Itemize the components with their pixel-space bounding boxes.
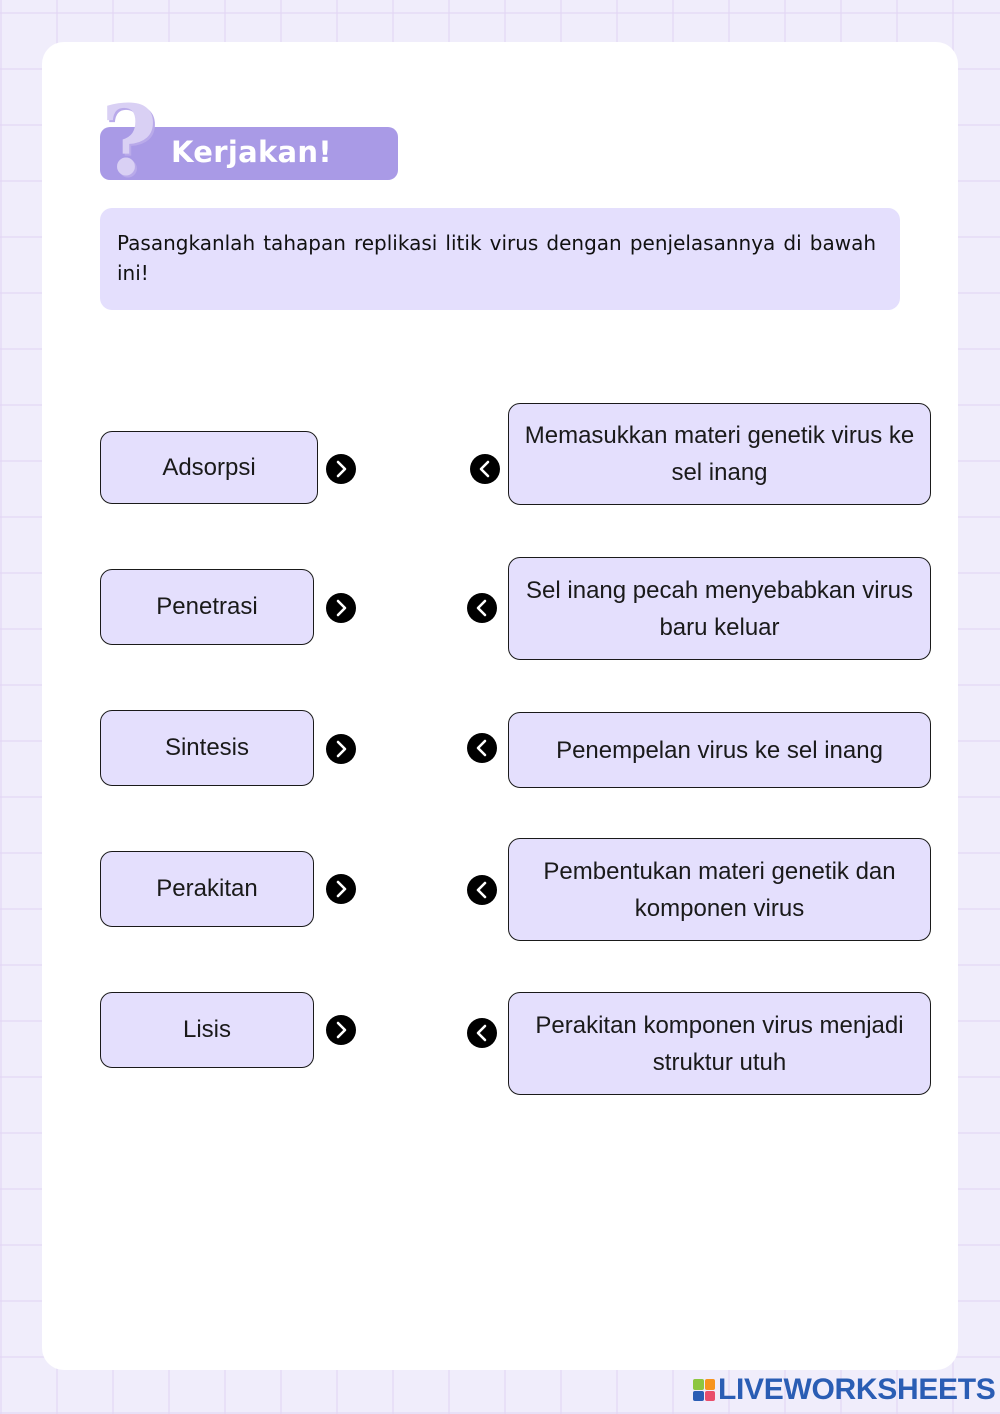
logo-tile [693, 1379, 704, 1390]
right-item-description[interactable]: Sel inang pecah menyebabkan virus baru keluar [508, 557, 931, 660]
liveworksheets-logo-icon [693, 1379, 715, 1401]
logo-tile [705, 1391, 716, 1402]
right-item-description[interactable]: Perakitan komponen virus menjadi struktur utuh [508, 992, 931, 1095]
left-item-perakitan[interactable]: Perakitan [100, 851, 314, 927]
liveworksheets-brand[interactable] [693, 1373, 996, 1407]
brand-name: LIVEWORKSHEETS [718, 1373, 996, 1406]
logo-tile [693, 1391, 704, 1402]
left-item-adsorpsi[interactable]: Adsorpsi [100, 431, 318, 504]
chevron-right-icon[interactable] [326, 454, 356, 484]
chevron-left-icon[interactable] [467, 1018, 497, 1048]
chevron-left-icon[interactable] [470, 454, 500, 484]
logo-tile [705, 1379, 716, 1390]
left-item-lisis[interactable]: Lisis [100, 992, 314, 1068]
question-mark-icon: ? [101, 84, 158, 197]
instruction-text: Pasangkanlah tahapan replikasi litik virus dengan penjelasannya di bawah ini! [100, 208, 900, 310]
chevron-right-icon[interactable] [326, 874, 356, 904]
chevron-right-icon[interactable] [326, 734, 356, 764]
right-item-description[interactable]: Pembentukan materi genetik dan komponen virus [508, 838, 931, 941]
chevron-left-icon[interactable] [467, 875, 497, 905]
page-title: Kerjakan! [171, 135, 332, 169]
chevron-right-icon[interactable] [326, 1015, 356, 1045]
chevron-right-icon[interactable] [326, 593, 356, 623]
left-item-penetrasi[interactable]: Penetrasi [100, 569, 314, 645]
right-item-description[interactable]: Penempelan virus ke sel inang [508, 712, 931, 788]
right-item-description[interactable]: Memasukkan materi genetik virus ke sel inang [508, 403, 931, 505]
chevron-left-icon[interactable] [467, 733, 497, 763]
left-item-sintesis[interactable]: Sintesis [100, 710, 314, 786]
chevron-left-icon[interactable] [467, 593, 497, 623]
